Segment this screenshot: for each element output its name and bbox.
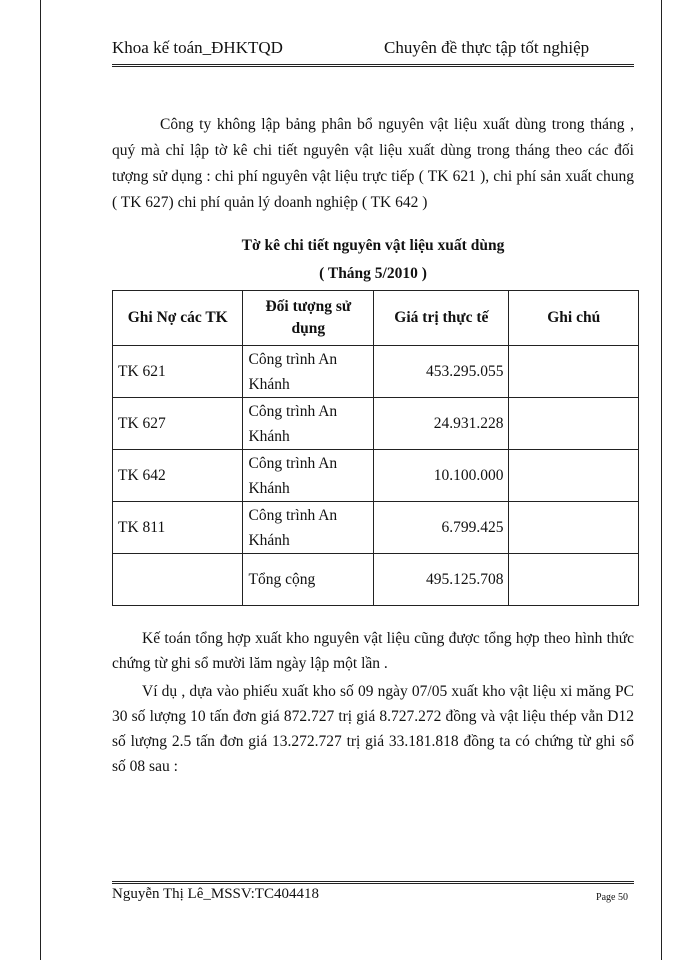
cell-note (509, 398, 639, 450)
cell-value: 24.931.228 (374, 398, 509, 450)
cell-object: Công trình An Khánh (243, 398, 374, 450)
cell-account: TK 627 (113, 398, 243, 450)
table-row (113, 398, 639, 450)
intro-paragraph (112, 112, 634, 216)
cell-account: TK 621 (113, 346, 243, 398)
cell-account: TK 811 (113, 502, 243, 554)
body-text (112, 626, 634, 782)
cell-note (509, 346, 639, 398)
header-report-title: Chuyên đề thực tập tốt nghiệp (384, 38, 590, 57)
intro-text: Công ty không lập bảng phân bổ nguyên vật liệu xuất dùng trong tháng , quý mà chỉ lập tờ kê chi tiết nguyên vật liệu xuất dùng trong tháng theo các đối tượng sử dụng : chi phí nguyên vật liệu trực tiếp ( TK 621 ), chi phí sản xuất chung ( TK 627) chi phí quản lý doanh nghiệp ( TK 642 ) (112, 116, 634, 211)
cell-note (509, 450, 639, 502)
header-rule (112, 64, 634, 69)
table-total-row (113, 554, 639, 606)
cell-account: TK 642 (113, 450, 243, 502)
paragraph-summary: Kế toán tổng hợp xuất kho nguyên vật liệu cũng được tổng hợp theo hình thức chứng từ ghi sổ mười lăm ngày lập một lần . (112, 630, 634, 672)
total-note (509, 554, 639, 606)
page-footer (112, 886, 634, 908)
header-faculty: Khoa kế toán_ĐHKTQD (112, 38, 283, 57)
header-value: Giá trị thực tế (374, 291, 509, 346)
table-row (113, 450, 639, 502)
table-header-row (113, 291, 639, 346)
page-header (112, 38, 605, 64)
footer-author: Nguyễn Thị Lê_MSSV:TC404418 (112, 886, 319, 902)
header-debit-account: Ghi Nợ các TK (113, 291, 243, 346)
cell-value: 6.799.425 (374, 502, 509, 554)
total-value: 495.125.708 (374, 554, 509, 606)
table-subtitle: ( Tháng 5/2010 ) (319, 265, 427, 282)
cell-object: Công trình An Khánh (243, 450, 374, 502)
cell-note (509, 502, 639, 554)
page-number: Page 50 (596, 892, 628, 903)
table-row (113, 502, 639, 554)
header-note: Ghi chú (509, 291, 639, 346)
cell-value: 10.100.000 (374, 450, 509, 502)
cell-value: 453.295.055 (374, 346, 509, 398)
cell-object: Công trình An Khánh (243, 346, 374, 398)
table-title: Tờ kê chi tiết nguyên vật liệu xuất dùng (241, 237, 505, 254)
paragraph-example: Ví dụ , dựa vào phiếu xuất kho số 09 ngày 07/05 xuất kho vật liệu xi măng PC 30 số lượng 10 tấn đơn giá 872.727 trị giá 8.727.272 đồng và vật liệu thép vằn D12 số lượng 2.5 tấn đơn giá 13.272.727 trị giá 33.181.818 đồng ta có chứng từ ghi sổ số 08 sau : (112, 683, 634, 775)
total-account (113, 554, 243, 606)
table-row (113, 346, 639, 398)
materials-table (112, 290, 639, 606)
header-object: Đối tượng sử dụng (243, 291, 374, 346)
cell-object: Công trình An Khánh (243, 502, 374, 554)
total-label: Tổng cộng (243, 554, 374, 606)
